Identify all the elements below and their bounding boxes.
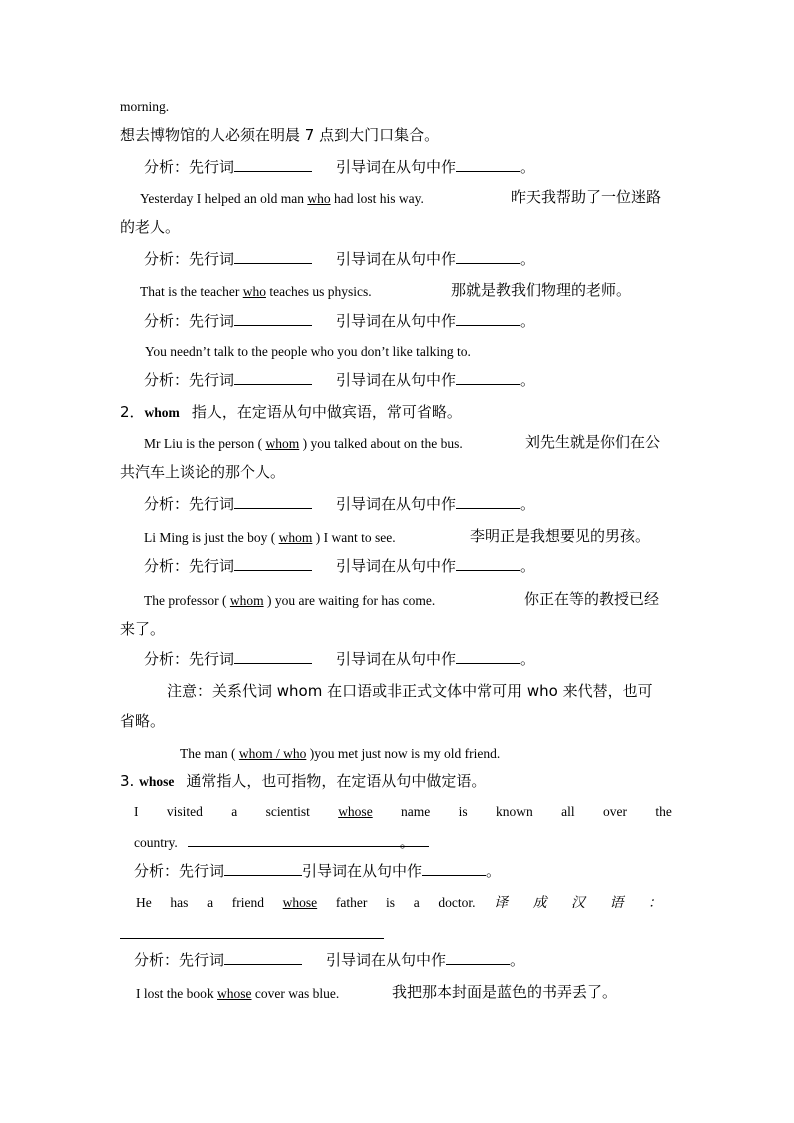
analysis-line xyxy=(144,157,535,177)
analysis-line xyxy=(144,649,535,669)
example-text: That is the teacher xyxy=(140,284,243,299)
antecedent-blank[interactable] xyxy=(224,950,302,965)
translation-blank[interactable] xyxy=(120,938,384,939)
example-line xyxy=(144,527,396,548)
example-text: ) you are waiting for has come. xyxy=(263,593,436,608)
word: known xyxy=(496,804,533,819)
word: He xyxy=(136,895,152,910)
role-blank[interactable] xyxy=(456,556,520,571)
period: 。 xyxy=(520,250,536,268)
analysis-label: 分析：先行词 xyxy=(144,371,235,389)
example-text: had lost his way. xyxy=(330,191,424,206)
analysis-label: 引导词在从句中作 xyxy=(336,158,457,176)
analysis-label: 引导词在从句中作 xyxy=(336,312,457,330)
section-heading xyxy=(120,771,486,792)
analysis-label: 分析：先行词 xyxy=(144,557,235,575)
analysis-label: 引导词在从句中作 xyxy=(326,951,447,969)
relative-pronoun: whom xyxy=(278,530,313,545)
role-blank[interactable] xyxy=(446,950,510,965)
example-line: You needn’t talk to the people who you don’t like talking to. xyxy=(145,344,471,359)
antecedent-blank[interactable] xyxy=(234,556,312,571)
section-number: 2． xyxy=(120,403,145,421)
analysis-label: 引导词在从句中作 xyxy=(302,862,423,880)
analysis-line xyxy=(144,370,535,390)
word: visited xyxy=(166,804,203,819)
translation: 我把那本封面是蓝色的书弄丢了。 xyxy=(392,983,618,1001)
period: 。 xyxy=(520,158,536,176)
analysis-line xyxy=(134,861,501,881)
analysis-label: 引导词在从句中作 xyxy=(336,650,457,668)
example-text: teaches us physics. xyxy=(265,284,372,299)
period: 。 xyxy=(399,833,415,851)
example-text: I lost the book xyxy=(136,986,217,1001)
example-line xyxy=(180,743,500,764)
analysis-line xyxy=(144,311,535,331)
word: the xyxy=(655,804,672,819)
word: all xyxy=(561,804,575,819)
word: a xyxy=(413,895,420,910)
example-text: The man ( xyxy=(180,746,239,761)
example-line xyxy=(136,893,672,913)
example-text: ) I want to see. xyxy=(312,530,396,545)
relative-pronoun: whose xyxy=(338,804,373,819)
analysis-label: 分析：先行词 xyxy=(144,495,235,513)
antecedent-blank[interactable] xyxy=(234,311,312,326)
example-text: Li Ming is just the boy ( xyxy=(144,530,279,545)
translation-blank-end xyxy=(415,832,429,847)
example-line xyxy=(140,188,424,209)
keyword: whom xyxy=(144,405,180,420)
analysis-label: 引导词在从句中作 xyxy=(336,250,457,268)
period: 。 xyxy=(520,495,536,513)
antecedent-blank[interactable] xyxy=(234,157,312,172)
example-line xyxy=(140,281,372,302)
translation: 李明正是我想要见的男孩。 xyxy=(470,527,651,545)
relative-pronoun: who xyxy=(307,191,331,206)
instruction: 译 成 汉 语 ： xyxy=(494,895,672,911)
translation: 共汽车上谈论的那个人。 xyxy=(120,463,286,481)
period: 。 xyxy=(520,312,536,330)
example-text: cover was blue. xyxy=(251,986,340,1001)
word: a xyxy=(231,804,238,819)
word: I xyxy=(134,804,139,819)
relative-pronoun: whom / who xyxy=(238,746,307,761)
translation: 刘先生就是你们在公 xyxy=(525,433,661,451)
analysis-label: 分析：先行词 xyxy=(144,158,235,176)
role-blank[interactable] xyxy=(456,311,520,326)
word: father xyxy=(335,895,368,910)
role-blank[interactable] xyxy=(456,157,520,172)
word: country. xyxy=(134,835,178,850)
translation: 那就是教我们物理的老师。 xyxy=(451,281,632,299)
analysis-label: 分析：先行词 xyxy=(144,250,235,268)
antecedent-blank[interactable] xyxy=(234,649,312,664)
section-number: 3. xyxy=(120,772,140,790)
antecedent-blank[interactable] xyxy=(234,370,312,385)
word: doctor. xyxy=(438,895,476,910)
analysis-label: 分析：先行词 xyxy=(134,951,225,969)
relative-pronoun: whose xyxy=(282,895,318,910)
relative-pronoun: whom xyxy=(229,593,264,608)
antecedent-blank[interactable] xyxy=(234,249,312,264)
role-blank[interactable] xyxy=(422,861,486,876)
analysis-label: 引导词在从句中作 xyxy=(336,557,457,575)
word: is xyxy=(458,804,468,819)
analysis-label: 分析：先行词 xyxy=(134,862,225,880)
word: name xyxy=(401,804,431,819)
example-line xyxy=(144,433,463,454)
text-line: morning. xyxy=(120,99,170,114)
analysis-line xyxy=(144,494,535,514)
relative-pronoun: whom xyxy=(265,436,300,451)
analysis-label: 分析：先行词 xyxy=(144,312,235,330)
analysis-label: 分析：先行词 xyxy=(144,650,235,668)
period: 。 xyxy=(520,557,536,575)
period: 。 xyxy=(510,951,526,969)
translation: 昨天我帮助了一位迷路 xyxy=(511,188,662,206)
example-line xyxy=(144,590,435,611)
relative-pronoun: whose xyxy=(217,986,252,1001)
translation-blank[interactable] xyxy=(188,832,418,847)
translation: 的老人。 xyxy=(120,218,181,236)
example-text: ) you talked about on the bus. xyxy=(299,436,463,451)
section-description: 指人，在定语从句中做宾语，常可省略。 xyxy=(191,403,462,421)
word: is xyxy=(386,895,396,910)
analysis-label: 引导词在从句中作 xyxy=(336,495,457,513)
example-line xyxy=(136,983,339,1004)
translation: 你正在等的教授已经 xyxy=(524,590,660,608)
period: 。 xyxy=(520,650,536,668)
word: scientist xyxy=(265,804,310,819)
role-blank[interactable] xyxy=(456,649,520,664)
example-text: )you met just now is my old friend. xyxy=(306,746,501,761)
section-description: 通常指人，也可指物，在定语从句中做定语。 xyxy=(186,772,487,790)
role-blank[interactable] xyxy=(456,249,520,264)
word: over xyxy=(603,804,627,819)
translation: 来了。 xyxy=(120,620,166,638)
period: 。 xyxy=(486,862,502,880)
analysis-line xyxy=(144,249,535,269)
word: a xyxy=(207,895,214,910)
period: 。 xyxy=(520,371,536,389)
role-blank[interactable] xyxy=(456,494,520,509)
antecedent-blank[interactable] xyxy=(234,494,312,509)
relative-pronoun: who xyxy=(242,284,266,299)
analysis-line xyxy=(134,950,525,970)
example-text: Yesterday I helped an old man xyxy=(140,191,308,206)
antecedent-blank[interactable] xyxy=(224,861,302,876)
example-line xyxy=(134,832,429,853)
note-line: 省略。 xyxy=(120,712,166,730)
section-heading xyxy=(120,402,462,423)
example-line xyxy=(134,802,672,822)
text-line: 想去博物馆的人必须在明晨 7 点到大门口集合。 xyxy=(120,126,440,144)
role-blank[interactable] xyxy=(456,370,520,385)
word: friend xyxy=(231,895,264,910)
analysis-line xyxy=(144,556,535,576)
word: has xyxy=(170,895,189,910)
keyword: whose xyxy=(139,774,175,789)
note-line: 注意：关系代词 whom 在口语或非正式文体中常可用 who 来代替，也可 xyxy=(167,682,653,700)
example-text: The professor ( xyxy=(144,593,230,608)
analysis-label: 引导词在从句中作 xyxy=(336,371,457,389)
example-text: Mr Liu is the person ( xyxy=(144,436,266,451)
